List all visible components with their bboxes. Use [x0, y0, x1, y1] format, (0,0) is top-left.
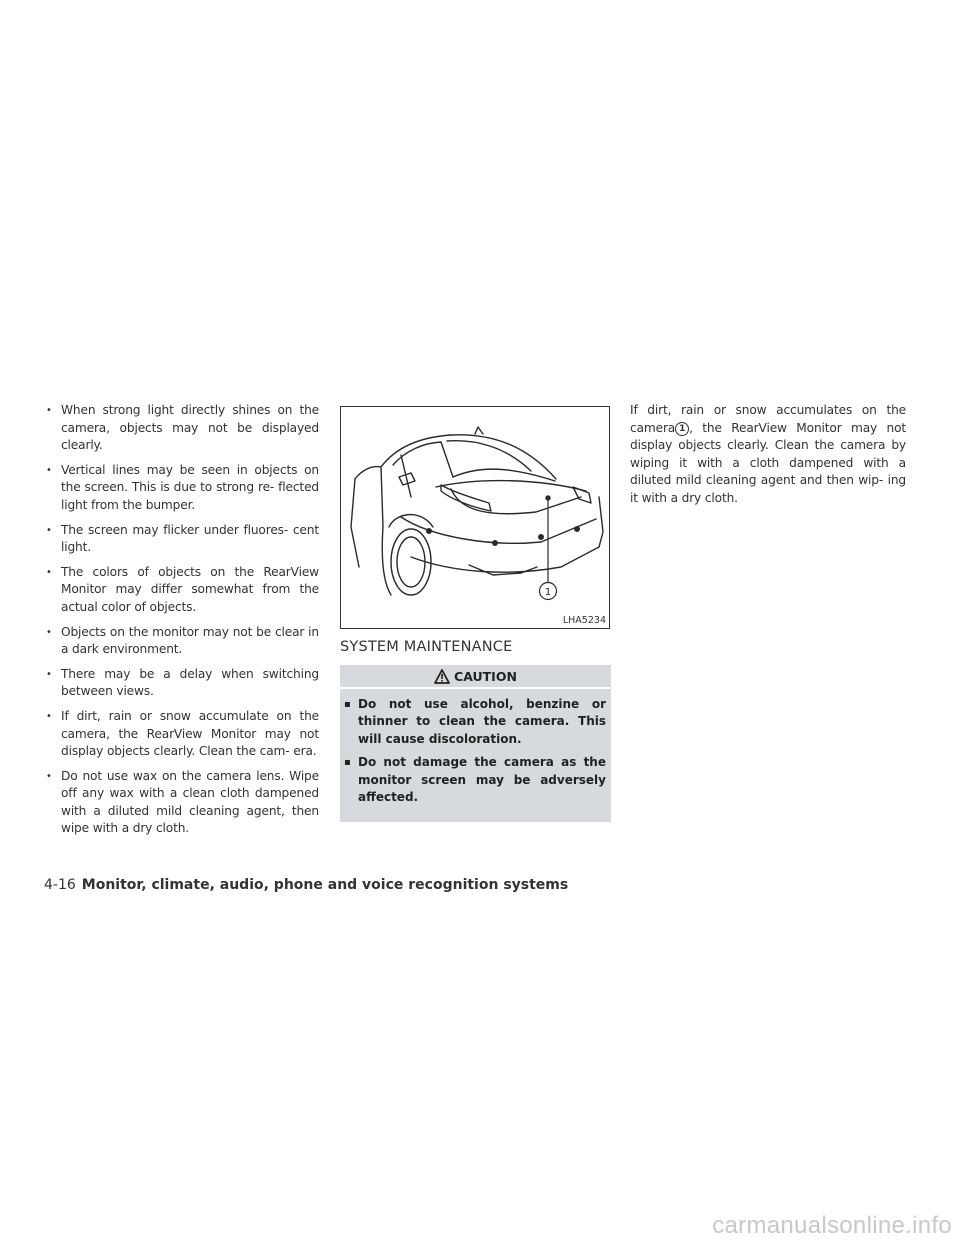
chapter-title: Monitor, climate, audio, phone and voice recognition systems [81, 877, 569, 893]
list-item: • When strong light directly shines on the camera, objects may not be displayed clearly. [44, 402, 319, 455]
caution-title: CAUTION [454, 668, 517, 684]
caution-box [340, 665, 611, 822]
caution-item: ▪ Do not damage the camera as the monitor screen may be adversely affected. [344, 754, 606, 806]
caution-list [340, 696, 611, 806]
watermark: carmanualsonline.info [712, 1212, 952, 1239]
list-item: • Do not use wax on the camera lens. Wipe off any wax with a clean cloth dampened with a diluted mild cleaning agent, then wipe with a dry cloth. [44, 768, 319, 838]
paragraph-text-start: If dirt, rain or snow accumulates on the camera [630, 403, 906, 435]
left-column [44, 402, 319, 845]
caution-item: ▪ Do not use alcohol, benzine or thinner to clean the camera. This will cause discoloration. [344, 696, 606, 748]
maintenance-paragraph [630, 402, 906, 508]
figure-callout-label: 1 [544, 587, 552, 598]
page-footer [44, 877, 568, 893]
list-item: • If dirt, rain or snow accumulate on the camera, the RearView Monitor may not display objects clearly. Clean the cam- era. [44, 708, 319, 761]
notes-list [44, 402, 319, 838]
warning-triangle-icon [434, 669, 450, 684]
list-item: • The colors of objects on the RearView Monitor may differ somewhat from the actual color of objects. [44, 564, 319, 617]
caution-header [340, 665, 611, 689]
list-item: • Vertical lines may be seen in objects on the screen. This is due to strong re- flected light from the bumper. [44, 462, 319, 515]
list-item: • The screen may flicker under fluores- cent light. [44, 522, 319, 557]
list-item: • Objects on the monitor may not be clear in a dark environment. [44, 624, 319, 659]
car-rear-figure [340, 406, 610, 629]
page-number: 4-16 [44, 877, 76, 893]
list-item: • There may be a delay when switching between views. [44, 666, 319, 701]
figure-code: LHA5234 [562, 615, 606, 626]
paragraph-text-end: , the RearView Monitor may not display objects clearly. Clean the camera by wiping it with a cloth dampened with a diluted mild cleaning agent and then wip- ing it with a dry cloth. [630, 420, 906, 505]
car-rear-camera-illustration [341, 407, 609, 628]
callout-marker: 1 [675, 422, 689, 436]
section-heading: SYSTEM MAINTENANCE [340, 639, 513, 655]
right-column [630, 402, 906, 508]
middle-column [340, 402, 611, 822]
